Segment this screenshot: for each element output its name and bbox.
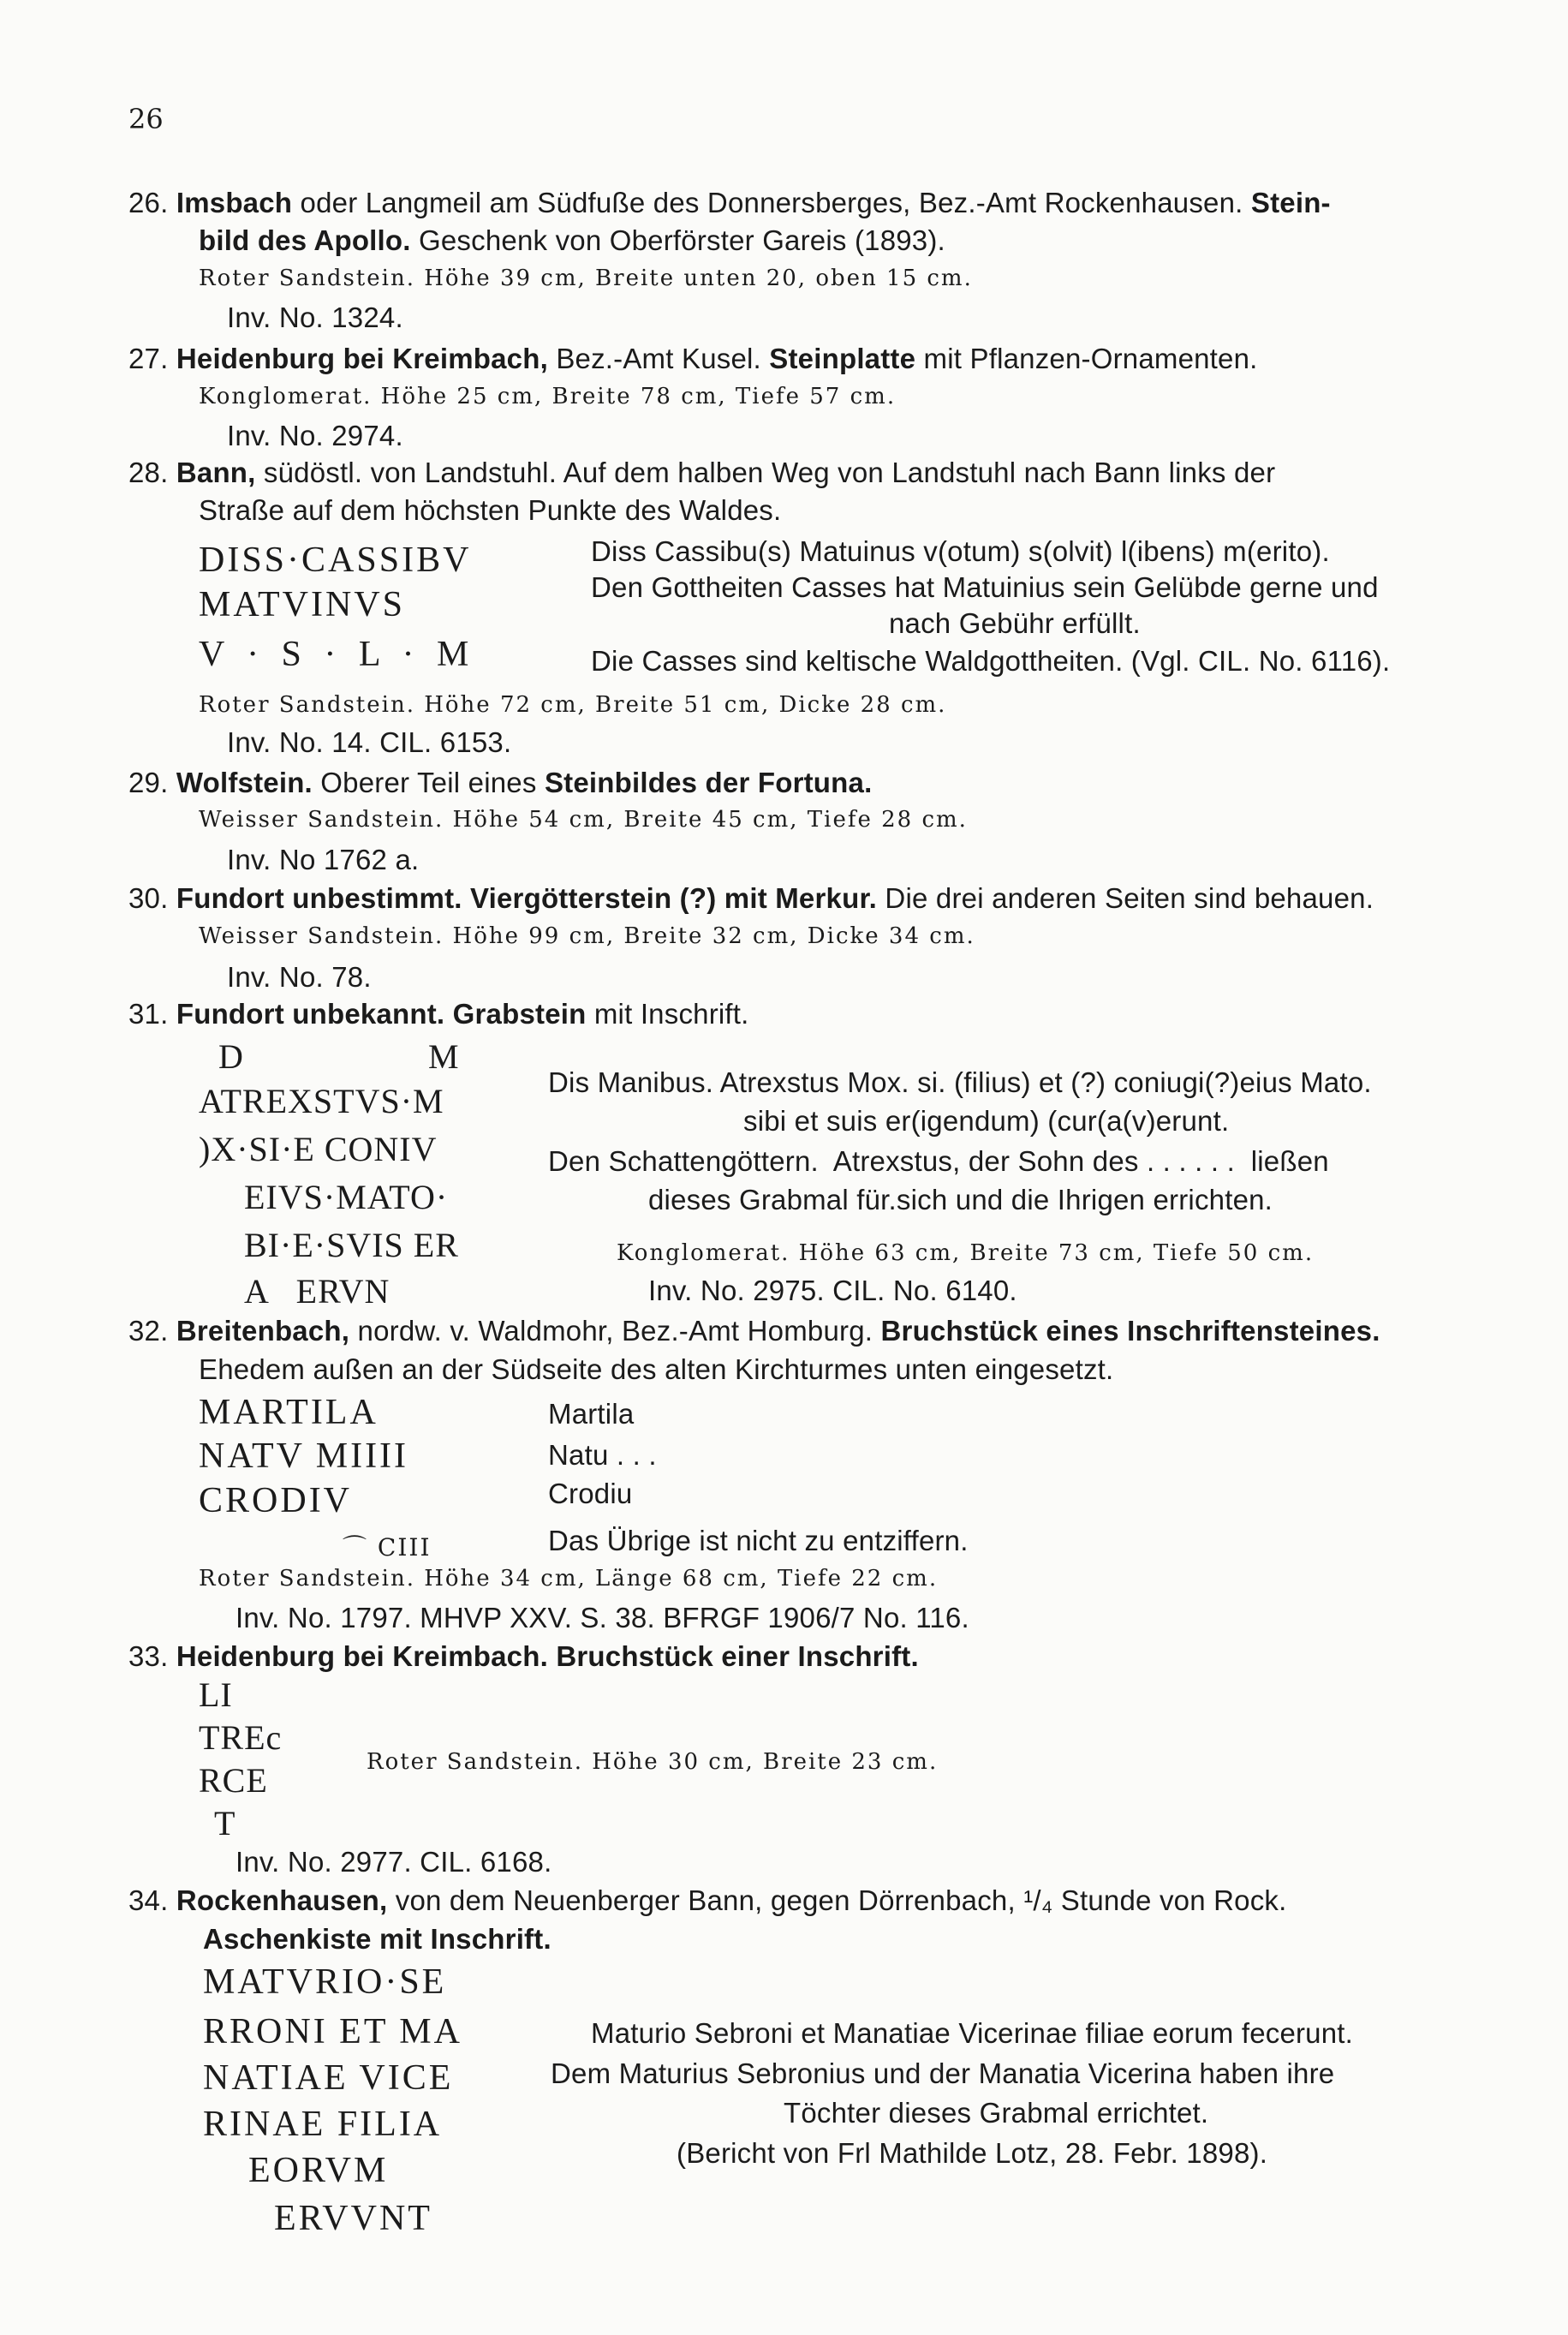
entry-29-line1 <box>128 767 872 799</box>
entry-material: Roter Sandstein. Höhe 39 cm, Breite unten 20, oben 15 cm. <box>199 266 973 291</box>
entry-26-line2 <box>199 224 945 257</box>
entry-material: Weisser Sandstein. Höhe 99 cm, Breite 32 cm, Dicke 34 cm. <box>199 923 975 949</box>
inscription-line: ⌒ CIII <box>343 1533 432 1562</box>
entry-text: Die drei anderen Seiten sind behauen. <box>885 882 1374 914</box>
entry-title: Aschenkiste mit Inschrift. <box>203 1923 551 1955</box>
entry-title: Stein- <box>1250 187 1331 218</box>
entry-text: südöstl. von Landstuhl. Auf dem halben Weg von Landstuhl nach Bann links der <box>263 457 1276 488</box>
inscription-line: EORVM <box>248 2151 389 2190</box>
inscription-reading: sibi et suis er(igendum) (cur(a(v)erunt. <box>743 1105 1230 1137</box>
inscription-reading: Maturio Sebroni et Manatiae Vicerinae filiae eorum fecerunt. <box>591 2017 1354 2049</box>
entry-site: Bann, <box>176 457 256 488</box>
entry-27-line1 <box>128 343 1258 375</box>
inscription-line: MARTILA <box>199 1393 379 1432</box>
inscription-line: MATVINVS <box>199 585 406 624</box>
entry-title: Bruchstück einer Inschrift. <box>556 1640 919 1672</box>
entry-31-line1 <box>128 998 749 1030</box>
entry-number: 29. <box>128 767 169 798</box>
inscription-line: BI·E·SVIS ER <box>244 1226 459 1264</box>
entry-title: Steinplatte <box>769 343 916 374</box>
inscription-translation: Dem Maturius Sebronius und der Manatia Vicerina haben ihre <box>551 2057 1335 2089</box>
entry-material: Weisser Sandstein. Höhe 54 cm, Breite 45 cm, Tiefe 28 cm. <box>199 807 968 833</box>
entry-33-line1 <box>128 1640 919 1673</box>
page-number: 26 <box>128 103 164 135</box>
inscription-line: M <box>428 1037 460 1076</box>
inscription-reading: Natu . . . <box>548 1439 657 1471</box>
entry-site: Wolfstein. <box>176 767 313 798</box>
inscription-translation: dieses Grabmal für.sich und die Ihrigen errichten. <box>648 1184 1273 1215</box>
entry-inventory: Inv. No. 2975. CIL. No. 6140. <box>648 1275 1017 1306</box>
entry-text: von dem Neuenberger Bann, gegen Dörrenbach, ¹/₄ Stunde von Rock. <box>395 1884 1287 1916</box>
entry-site: Rockenhausen, <box>176 1884 388 1916</box>
entry-text: mit Pflanzen-Ornamenten. <box>923 343 1258 374</box>
entry-site: Fundort unbekannt. <box>176 998 445 1030</box>
entry-text: oder Langmeil am Südfuße des Donnersberges, Bez.-Amt Rockenhausen. <box>300 187 1243 218</box>
inscription-translation: Töchter dieses Grabmal errichtet. <box>784 2097 1209 2129</box>
inscription-reading: Dis Manibus. Atrexstus Mox. si. (filius) et (?) coniugi(?)eius Mato. <box>548 1066 1372 1098</box>
inscription-reading: Crodiu <box>548 1478 633 1509</box>
inscription-line: CRODIV <box>199 1481 353 1520</box>
entry-number: 31. <box>128 998 169 1030</box>
entry-number: 34. <box>128 1884 169 1916</box>
entry-inventory: Inv. No. 78. <box>227 961 372 993</box>
entry-number: 33. <box>128 1640 169 1672</box>
inscription-translation: nach Gebühr erfüllt. <box>889 607 1141 639</box>
entry-site: Heidenburg bei Kreimbach, <box>176 343 548 374</box>
entry-site: Fundort unbestimmt. <box>176 882 462 914</box>
entry-material: Roter Sandstein. Höhe 30 cm, Breite 23 cm. <box>367 1749 939 1775</box>
inscription-line: ERVVNT <box>274 2199 432 2238</box>
entry-number: 26. <box>128 187 169 218</box>
inscription-line: RCE <box>199 1761 268 1800</box>
inscription-line: LI <box>199 1675 233 1714</box>
inscription-translation: Den Schattengöttern. Atrexstus, der Sohn des . . . . . . ließen <box>548 1145 1329 1177</box>
entry-title: Viergötterstein (?) mit Merkur. <box>470 882 878 914</box>
entry-inventory: Inv. No. 14. CIL. 6153. <box>227 726 512 758</box>
entry-34-line1 <box>128 1884 1286 1917</box>
inscription-line: RRONI ET MA <box>203 2012 462 2051</box>
entry-inventory: Inv. No. 2977. CIL. 6168. <box>235 1846 552 1878</box>
inscription-line: T <box>214 1804 236 1842</box>
entry-32-line1 <box>128 1315 1380 1347</box>
entry-inventory: Inv. No. 2974. <box>227 420 403 451</box>
inscription-line: NATIAE VICE <box>203 2058 454 2098</box>
entry-text: Geschenk von Oberförster Gareis (1893). <box>419 224 945 256</box>
inscription-note: Das Übrige ist nicht zu entziffern. <box>548 1525 969 1556</box>
entry-place: nordw. v. Waldmohr, Bez.-Amt Homburg. <box>357 1315 873 1347</box>
entry-site: Breitenbach, <box>176 1315 350 1347</box>
entry-30-line1 <box>128 882 1374 915</box>
entry-26-line1 <box>128 187 1331 219</box>
entry-title: Bruchstück eines Inschriftensteines. <box>880 1315 1380 1347</box>
entry-inventory: Inv. No. 1324. <box>227 302 403 333</box>
inscription-line: V · S · L · M <box>199 635 476 674</box>
entry-title: Grabstein <box>452 998 587 1030</box>
inscription-note: Die Casses sind keltische Waldgottheiten. (Vgl. CIL. No. 6116). <box>591 645 1391 677</box>
entry-material: Roter Sandstein. Höhe 72 cm, Breite 51 cm, Dicke 28 cm. <box>199 692 947 718</box>
entry-title-cont: bild des Apollo. <box>199 224 411 256</box>
entry-source: (Bericht von Frl Mathilde Lotz, 28. Febr. 1898). <box>677 2137 1268 2169</box>
entry-text: Oberer Teil eines <box>320 767 537 798</box>
entry-material: Roter Sandstein. Höhe 34 cm, Länge 68 cm, Tiefe 22 cm. <box>199 1566 939 1592</box>
entry-number: 28. <box>128 457 169 488</box>
inscription-line: EIVS·MATO· <box>244 1178 449 1216</box>
entry-number: 30. <box>128 882 169 914</box>
entry-material: Konglomerat. Höhe 25 cm, Breite 78 cm, Tiefe 57 cm. <box>199 384 897 409</box>
entry-title: Steinbildes der Fortuna. <box>544 767 873 798</box>
entry-text: mit Inschrift. <box>593 998 749 1030</box>
entry-site: Imsbach <box>176 187 293 218</box>
inscription-line: ATREXSTVS·M <box>199 1082 444 1120</box>
inscription-reading: Martila <box>548 1398 635 1430</box>
entry-inventory: Inv. No 1762 a. <box>227 844 420 875</box>
entry-site: Heidenburg bei Kreimbach. <box>176 1640 548 1672</box>
inscription-translation: Den Gottheiten Casses hat Matuinius sein Gelübde gerne und <box>591 571 1379 603</box>
inscription-line: )X·SI·E CONIV <box>199 1130 438 1168</box>
inscription-line: RINAE FILIA <box>203 2105 443 2144</box>
inscription-line: DISS·CASSIBV <box>199 540 472 580</box>
entry-place: Bez.-Amt Kusel. <box>556 343 761 374</box>
entry-28-line1 <box>128 457 1275 489</box>
entry-inventory: Inv. No. 1797. MHVP XXV. S. 38. BFRGF 1906/7 No. 116. <box>235 1602 969 1633</box>
entry-number: 32. <box>128 1315 169 1347</box>
entry-text: Ehedem außen an der Südseite des alten Kirchturmes unten eingesetzt. <box>199 1353 1114 1385</box>
entry-number: 27. <box>128 343 169 374</box>
inscription-line: A ERVN <box>244 1272 391 1311</box>
inscription-line: MATVRIO·SE <box>203 1962 447 2002</box>
inscription-line: TREc <box>199 1718 283 1757</box>
inscription-reading: Diss Cassibu(s) Matuinus v(otum) s(olvit) l(ibens) m(erito). <box>591 535 1330 567</box>
entry-text: Straße auf dem höchsten Punkte des Waldes. <box>199 494 782 526</box>
entry-material: Konglomerat. Höhe 63 cm, Breite 73 cm, Tiefe 50 cm. <box>617 1240 1315 1266</box>
inscription-line: NATV⁠ MIIII <box>199 1436 409 1476</box>
inscription-line: D <box>218 1037 244 1076</box>
